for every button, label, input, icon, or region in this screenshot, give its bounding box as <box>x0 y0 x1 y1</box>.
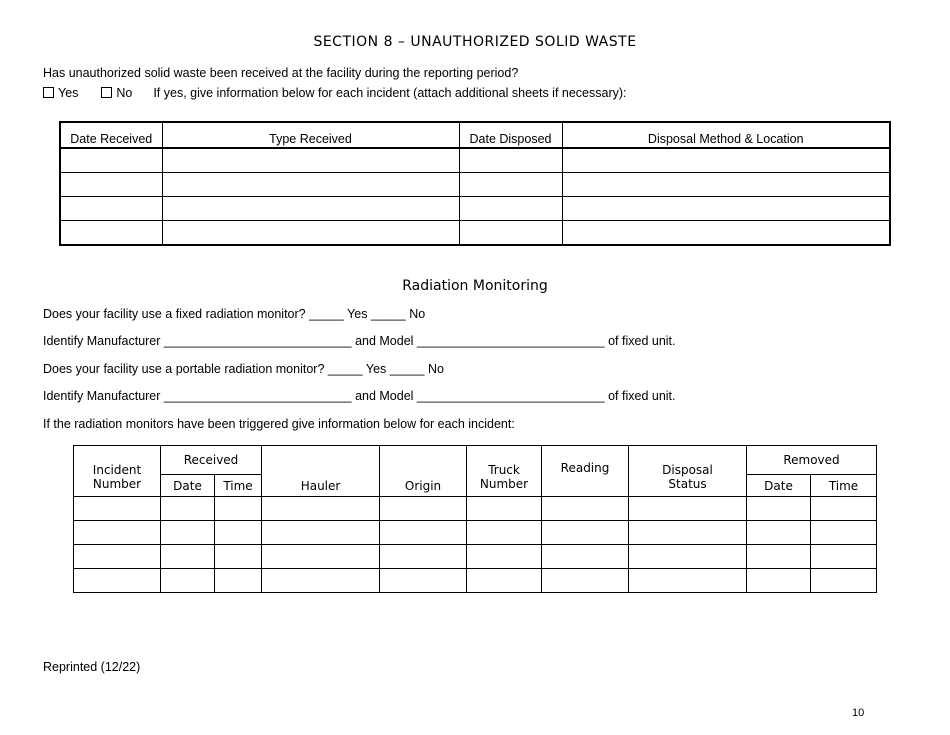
radiation-table-cell[interactable] <box>467 521 542 545</box>
radiation-table-cell[interactable] <box>74 521 161 545</box>
radiation-table-cell[interactable] <box>747 545 811 569</box>
radiation-title: Radiation Monitoring <box>402 278 548 294</box>
radiation-table-cell[interactable] <box>161 521 215 545</box>
header-origin: Origin <box>380 446 467 497</box>
header-removed-time: Time <box>811 475 877 497</box>
radiation-table-cell[interactable] <box>215 545 262 569</box>
fixed-monitor-question: Does your facility use a fixed radiation monitor? _____ Yes _____ No <box>43 307 426 321</box>
header-disposal-status: Disposal Status <box>629 446 747 497</box>
radiation-table-cell[interactable] <box>74 545 161 569</box>
waste-table-row <box>60 173 890 197</box>
radiation-table-cell[interactable] <box>747 569 811 593</box>
waste-table-cell[interactable] <box>60 173 162 197</box>
radiation-table-cell[interactable] <box>629 545 747 569</box>
waste-table-cell[interactable] <box>562 148 890 173</box>
waste-table-row <box>60 148 890 173</box>
waste-table-row <box>60 197 890 221</box>
radiation-table-cell[interactable] <box>262 497 380 521</box>
radiation-table-cell[interactable] <box>811 569 877 593</box>
waste-table-row <box>60 221 890 246</box>
no-label: No <box>116 86 133 100</box>
radiation-table-cell[interactable] <box>811 545 877 569</box>
waste-instruction: If yes, give information below for each incident (attach additional sheets if necessary): <box>153 86 627 100</box>
radiation-table-cell[interactable] <box>467 545 542 569</box>
yes-label: Yes <box>58 86 79 100</box>
waste-table-cell[interactable] <box>60 197 162 221</box>
radiation-table-cell[interactable] <box>542 569 629 593</box>
yes-checkbox[interactable] <box>43 87 54 98</box>
radiation-table-cell[interactable] <box>74 569 161 593</box>
no-checkbox[interactable] <box>101 87 112 98</box>
header-disposal-method: Disposal Method & Location <box>562 122 890 148</box>
header-received-time: Time <box>215 475 262 497</box>
header-type-received: Type Received <box>162 122 459 148</box>
radiation-table-cell[interactable] <box>262 521 380 545</box>
radiation-table-cell[interactable] <box>629 521 747 545</box>
header-received-date: Date <box>161 475 215 497</box>
radiation-table-cell[interactable] <box>747 497 811 521</box>
radiation-table-row <box>74 545 877 569</box>
radiation-table-cell[interactable] <box>215 521 262 545</box>
waste-table-cell[interactable] <box>162 221 459 246</box>
header-removed: Removed <box>747 446 877 475</box>
radiation-table-row <box>74 569 877 593</box>
waste-table-cell[interactable] <box>162 148 459 173</box>
waste-question: Has unauthorized solid waste been received at the facility during the reporting period? <box>43 66 519 80</box>
waste-table-cell[interactable] <box>60 148 162 173</box>
waste-table <box>59 121 891 246</box>
radiation-table-cell[interactable] <box>542 545 629 569</box>
section-title: SECTION 8 – UNAUTHORIZED SOLID WASTE <box>313 34 637 50</box>
radiation-table-cell[interactable] <box>380 521 467 545</box>
portable-monitor-question: Does your facility use a portable radiation monitor? _____ Yes _____ No <box>43 362 444 376</box>
radiation-table <box>73 445 877 593</box>
trigger-instruction: If the radiation monitors have been triggered give information below for each incident: <box>43 417 515 431</box>
radiation-table-cell[interactable] <box>542 521 629 545</box>
radiation-table-cell[interactable] <box>161 569 215 593</box>
radiation-table-cell[interactable] <box>380 545 467 569</box>
radiation-table-cell[interactable] <box>380 569 467 593</box>
header-received: Received <box>161 446 262 475</box>
radiation-table-cell[interactable] <box>811 521 877 545</box>
radiation-table-cell[interactable] <box>380 497 467 521</box>
radiation-table-cell[interactable] <box>467 497 542 521</box>
radiation-table-cell[interactable] <box>262 545 380 569</box>
radiation-table-cell[interactable] <box>262 569 380 593</box>
waste-table-cell[interactable] <box>459 221 562 246</box>
waste-table-cell[interactable] <box>162 173 459 197</box>
waste-table-cell[interactable] <box>562 197 890 221</box>
radiation-table-cell[interactable] <box>629 497 747 521</box>
radiation-table-cell[interactable] <box>629 569 747 593</box>
fixed-monitor-identify: Identify Manufacturer ___________________________ and Model ___________________________ of fixed unit. <box>43 334 676 348</box>
waste-table-header <box>60 122 890 148</box>
radiation-table-row <box>74 521 877 545</box>
radiation-table-cell[interactable] <box>161 545 215 569</box>
radiation-table-cell[interactable] <box>467 569 542 593</box>
waste-table-cell[interactable] <box>459 173 562 197</box>
header-date-received: Date Received <box>60 122 162 148</box>
header-hauler: Hauler <box>262 446 380 497</box>
radiation-table-cell[interactable] <box>542 497 629 521</box>
radiation-table-cell[interactable] <box>215 497 262 521</box>
header-date-disposed: Date Disposed <box>459 122 562 148</box>
radiation-table-row <box>74 497 877 521</box>
radiation-table-cell[interactable] <box>747 521 811 545</box>
portable-monitor-identify: Identify Manufacturer ___________________________ and Model ___________________________ of fixed unit. <box>43 389 676 403</box>
radiation-table-cell[interactable] <box>74 497 161 521</box>
header-reading: Reading <box>542 446 629 497</box>
radiation-table-cell[interactable] <box>215 569 262 593</box>
header-removed-date: Date <box>747 475 811 497</box>
waste-table-cell[interactable] <box>562 173 890 197</box>
radiation-table-cell[interactable] <box>811 497 877 521</box>
waste-table-cell[interactable] <box>459 197 562 221</box>
radiation-table-cell[interactable] <box>161 497 215 521</box>
waste-table-cell[interactable] <box>459 148 562 173</box>
reprinted-note: Reprinted (12/22) <box>43 660 141 674</box>
page-number: 10 <box>852 707 865 719</box>
header-truck-number: Truck Number <box>467 446 542 497</box>
waste-answer-row <box>43 86 627 100</box>
waste-table-cell[interactable] <box>562 221 890 246</box>
waste-table-cell[interactable] <box>60 221 162 246</box>
header-incident-number: Incident Number <box>74 446 161 497</box>
waste-table-cell[interactable] <box>162 197 459 221</box>
